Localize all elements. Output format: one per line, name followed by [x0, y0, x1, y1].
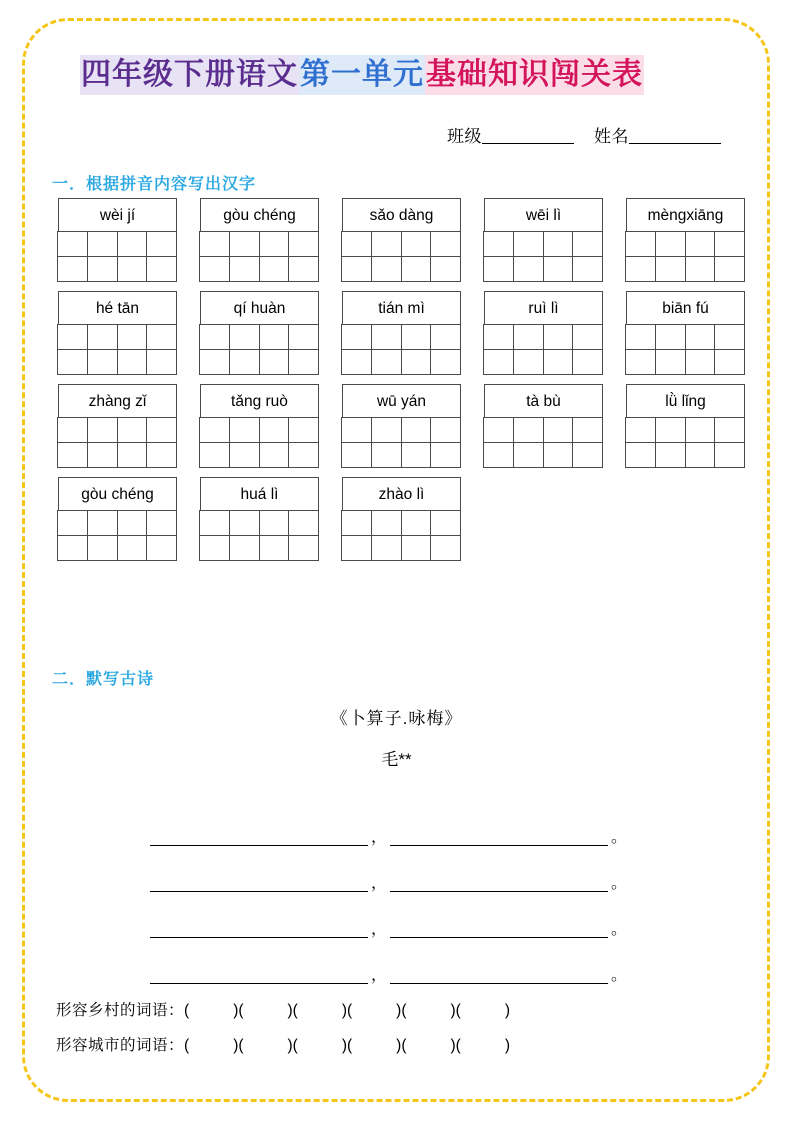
poem-period: 。 [610, 921, 627, 938]
character-box[interactable] [341, 510, 372, 536]
pinyin-item [200, 198, 319, 282]
character-box[interactable] [117, 349, 148, 375]
character-box[interactable] [117, 442, 148, 468]
character-box[interactable] [371, 256, 402, 282]
pinyin-item [626, 291, 745, 375]
poem-line [150, 938, 660, 984]
pinyin-item [200, 477, 319, 561]
character-box[interactable] [117, 535, 148, 561]
character-box[interactable] [117, 324, 148, 350]
pinyin-item [342, 291, 461, 375]
character-box[interactable] [714, 256, 745, 282]
poem-blank[interactable] [150, 915, 368, 938]
character-boxes [342, 511, 461, 561]
character-box[interactable] [371, 417, 402, 443]
pinyin-label: tà bù [484, 384, 603, 418]
character-box[interactable] [229, 510, 260, 536]
character-box[interactable] [430, 324, 461, 350]
character-box[interactable] [341, 535, 372, 561]
character-box[interactable] [371, 324, 402, 350]
poem-blank[interactable] [150, 961, 368, 984]
character-box[interactable] [685, 442, 716, 468]
pinyin-label: gòu chéng [58, 477, 177, 511]
character-box[interactable] [655, 349, 686, 375]
character-boxes [200, 325, 319, 375]
pinyin-item [484, 384, 603, 468]
character-boxes [200, 511, 319, 561]
character-box[interactable] [146, 442, 177, 468]
character-boxes [484, 325, 603, 375]
character-box[interactable] [57, 442, 88, 468]
character-box[interactable] [87, 510, 118, 536]
character-box[interactable] [259, 442, 290, 468]
character-box[interactable] [87, 324, 118, 350]
character-box[interactable] [430, 349, 461, 375]
character-box[interactable] [401, 256, 432, 282]
character-box[interactable] [401, 324, 432, 350]
poem-blank[interactable] [150, 869, 368, 892]
character-box[interactable] [117, 417, 148, 443]
character-box[interactable] [199, 324, 230, 350]
character-box[interactable] [341, 256, 372, 282]
word-answer-parens[interactable]: ( )( )( )( )( )( ) [184, 1002, 510, 1019]
character-box[interactable] [543, 324, 574, 350]
character-box[interactable] [543, 231, 574, 257]
pinyin-row [58, 477, 748, 561]
pinyin-item [484, 198, 603, 282]
character-box[interactable] [655, 256, 686, 282]
character-box[interactable] [288, 349, 319, 375]
character-box[interactable] [430, 442, 461, 468]
character-box[interactable] [625, 417, 656, 443]
poem-writing-lines [150, 800, 660, 984]
pinyin-label: sǎo dàng [342, 198, 461, 232]
character-box[interactable] [229, 349, 260, 375]
pinyin-label: huá lì [200, 477, 319, 511]
poem-line [150, 800, 660, 846]
character-box[interactable] [371, 535, 402, 561]
character-box[interactable] [57, 324, 88, 350]
pinyin-label: gòu chéng [200, 198, 319, 232]
character-box[interactable] [288, 256, 319, 282]
character-box[interactable] [199, 231, 230, 257]
name-label: 姓名 [594, 127, 629, 146]
character-box[interactable] [57, 349, 88, 375]
character-box[interactable] [714, 442, 745, 468]
character-boxes [342, 418, 461, 468]
pinyin-label: wèi jí [58, 198, 177, 232]
word-list-row [56, 1028, 746, 1063]
poem-blank[interactable] [390, 823, 608, 846]
pinyin-item [58, 477, 177, 561]
character-boxes [484, 418, 603, 468]
pinyin-label: lǜ lǐng [626, 384, 745, 418]
character-box[interactable] [199, 349, 230, 375]
character-box[interactable] [288, 324, 319, 350]
character-box[interactable] [371, 349, 402, 375]
character-box[interactable] [714, 349, 745, 375]
character-boxes [626, 418, 745, 468]
character-box[interactable] [341, 231, 372, 257]
character-box[interactable] [288, 417, 319, 443]
pinyin-item [58, 291, 177, 375]
character-box[interactable] [572, 417, 603, 443]
pinyin-row [58, 291, 748, 375]
character-box[interactable] [513, 417, 544, 443]
character-boxes [626, 325, 745, 375]
character-boxes [58, 511, 177, 561]
pinyin-item [200, 291, 319, 375]
poem-period: 。 [610, 829, 627, 846]
character-box[interactable] [685, 256, 716, 282]
character-box[interactable] [401, 417, 432, 443]
character-box[interactable] [483, 256, 514, 282]
name-input-blank[interactable] [629, 126, 721, 144]
character-box[interactable] [57, 535, 88, 561]
character-boxes [484, 232, 603, 282]
character-box[interactable] [229, 442, 260, 468]
poem-blank[interactable] [390, 961, 608, 984]
character-boxes [58, 418, 177, 468]
character-box[interactable] [229, 231, 260, 257]
character-box[interactable] [288, 231, 319, 257]
character-box[interactable] [543, 442, 574, 468]
poem-blank[interactable] [150, 823, 368, 846]
character-box[interactable] [685, 324, 716, 350]
character-box[interactable] [146, 256, 177, 282]
poem-blank[interactable] [390, 869, 608, 892]
pinyin-item [200, 384, 319, 468]
character-box[interactable] [483, 442, 514, 468]
pinyin-row [58, 384, 748, 468]
page-title-part1: 四年级下册语文 [80, 55, 299, 95]
pinyin-row [58, 198, 748, 282]
character-box[interactable] [655, 442, 686, 468]
character-boxes [200, 418, 319, 468]
character-box[interactable] [371, 231, 402, 257]
character-box[interactable] [625, 349, 656, 375]
character-box[interactable] [341, 324, 372, 350]
character-box[interactable] [572, 231, 603, 257]
character-box[interactable] [401, 349, 432, 375]
character-box[interactable] [430, 535, 461, 561]
poem-author: 毛** [381, 750, 412, 769]
character-box[interactable] [117, 256, 148, 282]
character-box[interactable] [655, 231, 686, 257]
word-list-label: 形容城市的词语： [56, 1037, 185, 1054]
student-info-row [447, 122, 721, 147]
character-box[interactable] [572, 256, 603, 282]
pinyin-label: biān fú [626, 291, 745, 325]
character-box[interactable] [146, 535, 177, 561]
pinyin-item [626, 384, 745, 468]
character-box[interactable] [87, 231, 118, 257]
pinyin-item [58, 384, 177, 468]
character-box[interactable] [401, 510, 432, 536]
character-box[interactable] [483, 349, 514, 375]
character-box[interactable] [430, 231, 461, 257]
character-box[interactable] [625, 231, 656, 257]
character-box[interactable] [87, 535, 118, 561]
poem-title: 《卜算子.咏梅》 [330, 709, 463, 728]
character-box[interactable] [483, 417, 514, 443]
character-box[interactable] [341, 417, 372, 443]
poem-period: 。 [610, 967, 627, 984]
character-box[interactable] [371, 442, 402, 468]
character-box[interactable] [685, 349, 716, 375]
character-box[interactable] [57, 231, 88, 257]
character-box[interactable] [87, 442, 118, 468]
character-box[interactable] [572, 324, 603, 350]
character-box[interactable] [543, 417, 574, 443]
character-box[interactable] [625, 442, 656, 468]
character-box[interactable] [146, 510, 177, 536]
poem-line [150, 846, 660, 892]
pinyin-label: qí huàn [200, 291, 319, 325]
character-box[interactable] [685, 417, 716, 443]
character-box[interactable] [229, 256, 260, 282]
class-label: 班级 [447, 127, 482, 146]
character-box[interactable] [199, 535, 230, 561]
character-box[interactable] [199, 442, 230, 468]
page-title [80, 55, 720, 95]
character-box[interactable] [714, 417, 745, 443]
character-box[interactable] [341, 349, 372, 375]
character-box[interactable] [572, 442, 603, 468]
character-box[interactable] [87, 256, 118, 282]
pinyin-item [342, 477, 461, 561]
poem-blank[interactable] [390, 915, 608, 938]
character-box[interactable] [288, 442, 319, 468]
character-boxes [342, 325, 461, 375]
character-box[interactable] [513, 256, 544, 282]
character-box[interactable] [655, 324, 686, 350]
character-boxes [626, 232, 745, 282]
character-box[interactable] [483, 324, 514, 350]
pinyin-label: wēi lì [484, 198, 603, 232]
word-list-row [56, 993, 746, 1028]
section-heading-one: 一．根据拼音内容写出汉字 [52, 176, 257, 193]
character-box[interactable] [146, 417, 177, 443]
pinyin-label: tǎng ruò [200, 384, 319, 418]
character-box[interactable] [513, 231, 544, 257]
character-box[interactable] [117, 231, 148, 257]
character-box[interactable] [57, 417, 88, 443]
character-box[interactable] [146, 324, 177, 350]
character-box[interactable] [371, 510, 402, 536]
pinyin-label: mèngxiāng [626, 198, 745, 232]
character-box[interactable] [259, 535, 290, 561]
character-box[interactable] [714, 231, 745, 257]
page-title-part2: 第一单元 [299, 55, 425, 95]
character-box[interactable] [543, 256, 574, 282]
character-box[interactable] [199, 510, 230, 536]
character-box[interactable] [259, 324, 290, 350]
character-box[interactable] [199, 417, 230, 443]
character-boxes [200, 232, 319, 282]
poem-comma: ， [370, 921, 387, 938]
character-box[interactable] [513, 324, 544, 350]
character-boxes [58, 325, 177, 375]
character-box[interactable] [341, 442, 372, 468]
pinyin-label: zhào lì [342, 477, 461, 511]
pinyin-label: tián mì [342, 291, 461, 325]
pinyin-item [626, 198, 745, 282]
poem-period: 。 [610, 875, 627, 892]
pinyin-item [484, 291, 603, 375]
character-box[interactable] [259, 349, 290, 375]
pinyin-exercise-grid [58, 198, 748, 570]
poem-comma: ， [370, 967, 387, 984]
pinyin-label: ruì lì [484, 291, 603, 325]
character-box[interactable] [401, 231, 432, 257]
character-box[interactable] [229, 324, 260, 350]
character-box[interactable] [87, 417, 118, 443]
poem-comma: ， [370, 875, 387, 892]
character-box[interactable] [483, 231, 514, 257]
character-box[interactable] [625, 256, 656, 282]
poem-line [150, 892, 660, 938]
character-box[interactable] [57, 256, 88, 282]
page-title-part3: 基础知识闯关表 [425, 55, 644, 95]
pinyin-item [342, 198, 461, 282]
pinyin-item [58, 198, 177, 282]
character-box[interactable] [430, 256, 461, 282]
character-box[interactable] [259, 231, 290, 257]
character-box[interactable] [146, 349, 177, 375]
character-box[interactable] [259, 417, 290, 443]
character-box[interactable] [288, 535, 319, 561]
character-box[interactable] [401, 535, 432, 561]
character-box[interactable] [513, 442, 544, 468]
character-box[interactable] [87, 349, 118, 375]
character-box[interactable] [229, 417, 260, 443]
character-box[interactable] [401, 442, 432, 468]
character-box[interactable] [288, 510, 319, 536]
character-boxes [58, 232, 177, 282]
word-list-section [56, 993, 746, 1063]
character-box[interactable] [714, 324, 745, 350]
character-boxes [342, 232, 461, 282]
pinyin-item [342, 384, 461, 468]
character-box[interactable] [625, 324, 656, 350]
word-answer-parens[interactable]: ( )( )( )( )( )( ) [184, 1037, 510, 1054]
character-box[interactable] [229, 535, 260, 561]
character-box[interactable] [655, 417, 686, 443]
class-input-blank[interactable] [482, 126, 574, 144]
character-box[interactable] [199, 256, 230, 282]
pinyin-label: hé tān [58, 291, 177, 325]
section-heading-two: 二．默写古诗 [52, 671, 155, 688]
character-box[interactable] [259, 510, 290, 536]
character-box[interactable] [430, 510, 461, 536]
character-box[interactable] [543, 349, 574, 375]
character-box[interactable] [685, 231, 716, 257]
poem-comma: ， [370, 829, 387, 846]
character-box[interactable] [513, 349, 544, 375]
character-box[interactable] [117, 510, 148, 536]
character-box[interactable] [57, 510, 88, 536]
word-list-label: 形容乡村的词语： [56, 1002, 185, 1019]
character-box[interactable] [259, 256, 290, 282]
pinyin-label: zhàng zǐ [58, 384, 177, 418]
character-box[interactable] [572, 349, 603, 375]
character-box[interactable] [146, 231, 177, 257]
pinyin-label: wū yán [342, 384, 461, 418]
character-box[interactable] [430, 417, 461, 443]
